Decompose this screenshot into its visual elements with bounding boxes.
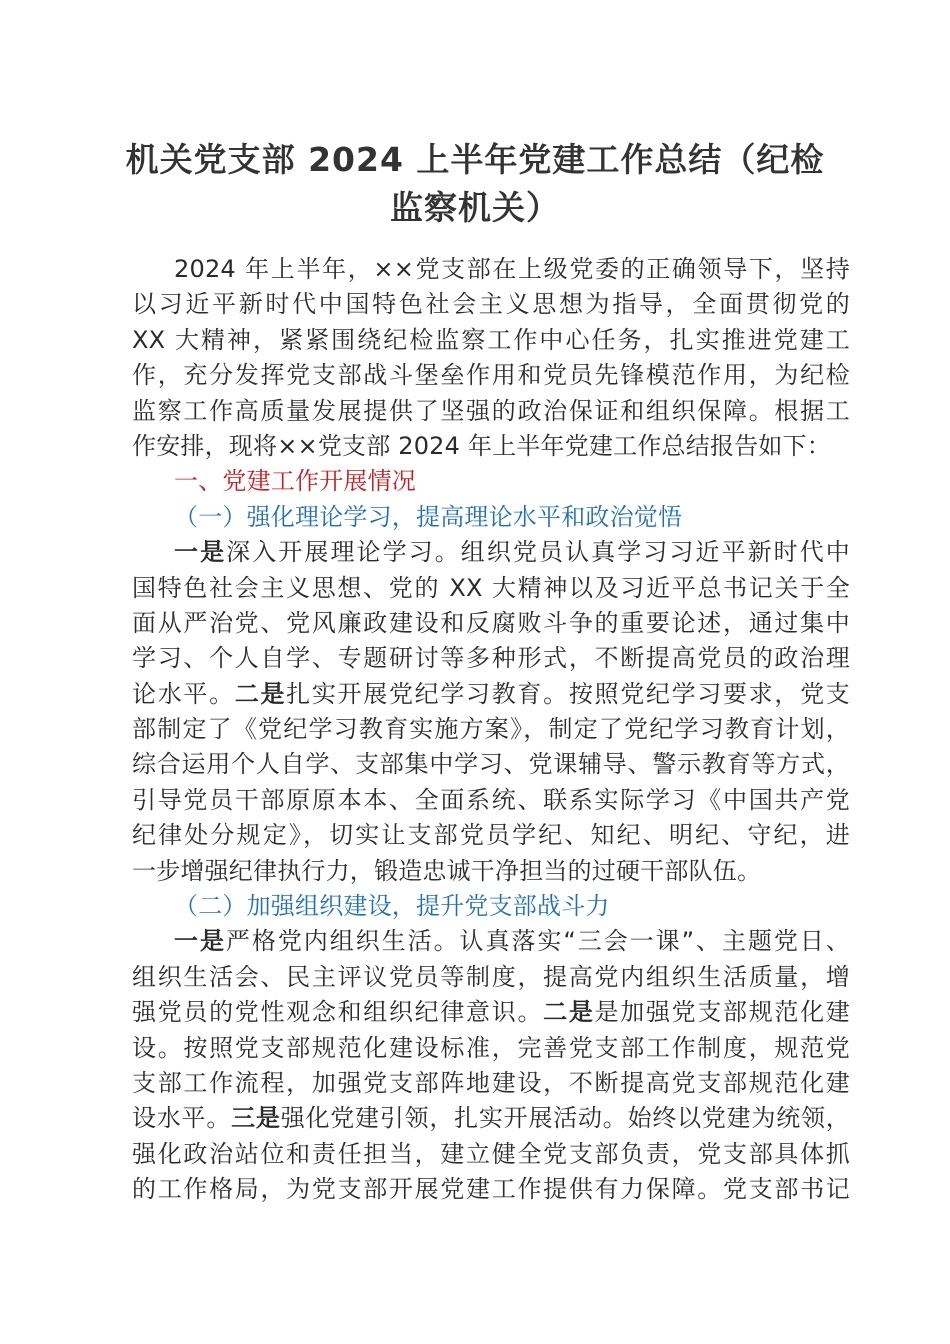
title-line-2: 监察机关） <box>390 188 560 227</box>
paragraph-line: 支部工作流程，加强党支部阵地建设，不断提高党支部规范化建 <box>132 1068 850 1097</box>
paragraph-line: 强化政治站位和责任担当，建立健全党支部负责，党支部具体抓 <box>132 1139 850 1168</box>
subsection-heading-1: （一）强化理论学习，提高理论水平和政治觉悟 <box>174 502 683 531</box>
paragraph-line: 组织生活会、民主评议党员等制度，提高党内组织生活质量，增 <box>132 962 850 991</box>
paragraph-line <box>132 1101 850 1136</box>
paragraph-line: 综合运用个人自学、支部集中学习、党课辅导、警示教育等方式， <box>132 750 850 779</box>
bold-lead: 三是 <box>231 1104 281 1133</box>
document-title <box>120 136 830 232</box>
paragraph-line: 一步增强纪律执行力，锻造忠诚干净担当的过硬干部队伍。 <box>132 856 762 885</box>
paragraph-line: 引导党员干部原原本本、全面系统、联系实际学习《中国共产党 <box>132 785 850 814</box>
intro-line: XX 大精神，紧紧围绕纪检监察工作中心任务，扎实推进党建工 <box>132 325 850 354</box>
intro-line: 作安排，现将××党支部 2024 年上半年党建工作总结报告如下： <box>132 431 831 460</box>
intro-line: 作，充分发挥党支部战斗堡垒作用和党员先锋模范作用，为纪检 <box>132 361 850 390</box>
bold-lead: 一是 <box>174 538 227 567</box>
paragraph-line: 面从严治党、党风廉政建设和反腐败斗争的重要论述，通过集中 <box>132 608 850 637</box>
text-run: 是加强党支部规范化建 <box>594 998 851 1027</box>
text-run: 严格党内组织生活。认真落实“三会一课”、主题党日、 <box>225 927 850 956</box>
text-run: 强党员的党性观念和组织纪律意识。 <box>132 998 544 1027</box>
bold-lead: 二是 <box>234 679 287 708</box>
paragraph-line <box>132 677 850 712</box>
intro-line: 2024 年上半年，××党支部在上级党委的正确领导下，坚持 <box>174 255 850 283</box>
text-run: 设水平。 <box>132 1104 232 1133</box>
paragraph-line: 的工作格局，为党支部开展党建工作提供有力保障。党支部书记 <box>132 1175 850 1204</box>
text-run: 扎实开展党纪学习教育。按照党纪学习要求，党支 <box>286 679 850 708</box>
paragraph-line: 国特色社会主义思想、党的 XX 大精神以及习近平总书记关于全 <box>132 573 850 602</box>
paragraph-line: 学习、个人自学、专题研讨等多种形式，不断提高党员的政治理 <box>132 644 850 673</box>
text-run: 深入开展理论学习。组织党员认真学习习近平新时代中 <box>226 538 850 567</box>
paragraph-line: 设。按照党支部规范化建设标准，完善党支部工作制度，规范党 <box>132 1033 850 1062</box>
paragraph-line <box>132 924 850 959</box>
paragraph-line <box>132 995 850 1030</box>
title-line-1: 机关党支部 2024 上半年党建工作总结（纪检 <box>125 140 825 179</box>
intro-line: 以习近平新时代中国特色社会主义思想为指导，全面贯彻党的 <box>132 290 850 319</box>
document-body <box>132 252 850 1208</box>
paragraph-line <box>132 535 850 570</box>
section-heading: 一、党建工作开展情况 <box>174 467 416 496</box>
text-run: 论水平。 <box>132 679 235 708</box>
text-run: 强化党建引领，扎实开展活动。始终以党建为统领， <box>280 1104 850 1133</box>
bold-lead: 一是 <box>174 927 226 956</box>
intro-line: 监察工作高质量发展提供了坚强的政治保证和组织保障。根据工 <box>132 396 850 425</box>
bold-lead: 二是 <box>543 998 595 1027</box>
subsection-heading-2: （二）加强组织建设，提升党支部战斗力 <box>174 892 610 921</box>
paragraph-line: 部制定了《党纪学习教育实施方案》，制定了党纪学习教育计划， <box>132 715 850 744</box>
paragraph-line: 纪律处分规定》，切实让支部党员学纪、知纪、明纪、守纪，进 <box>132 821 850 850</box>
